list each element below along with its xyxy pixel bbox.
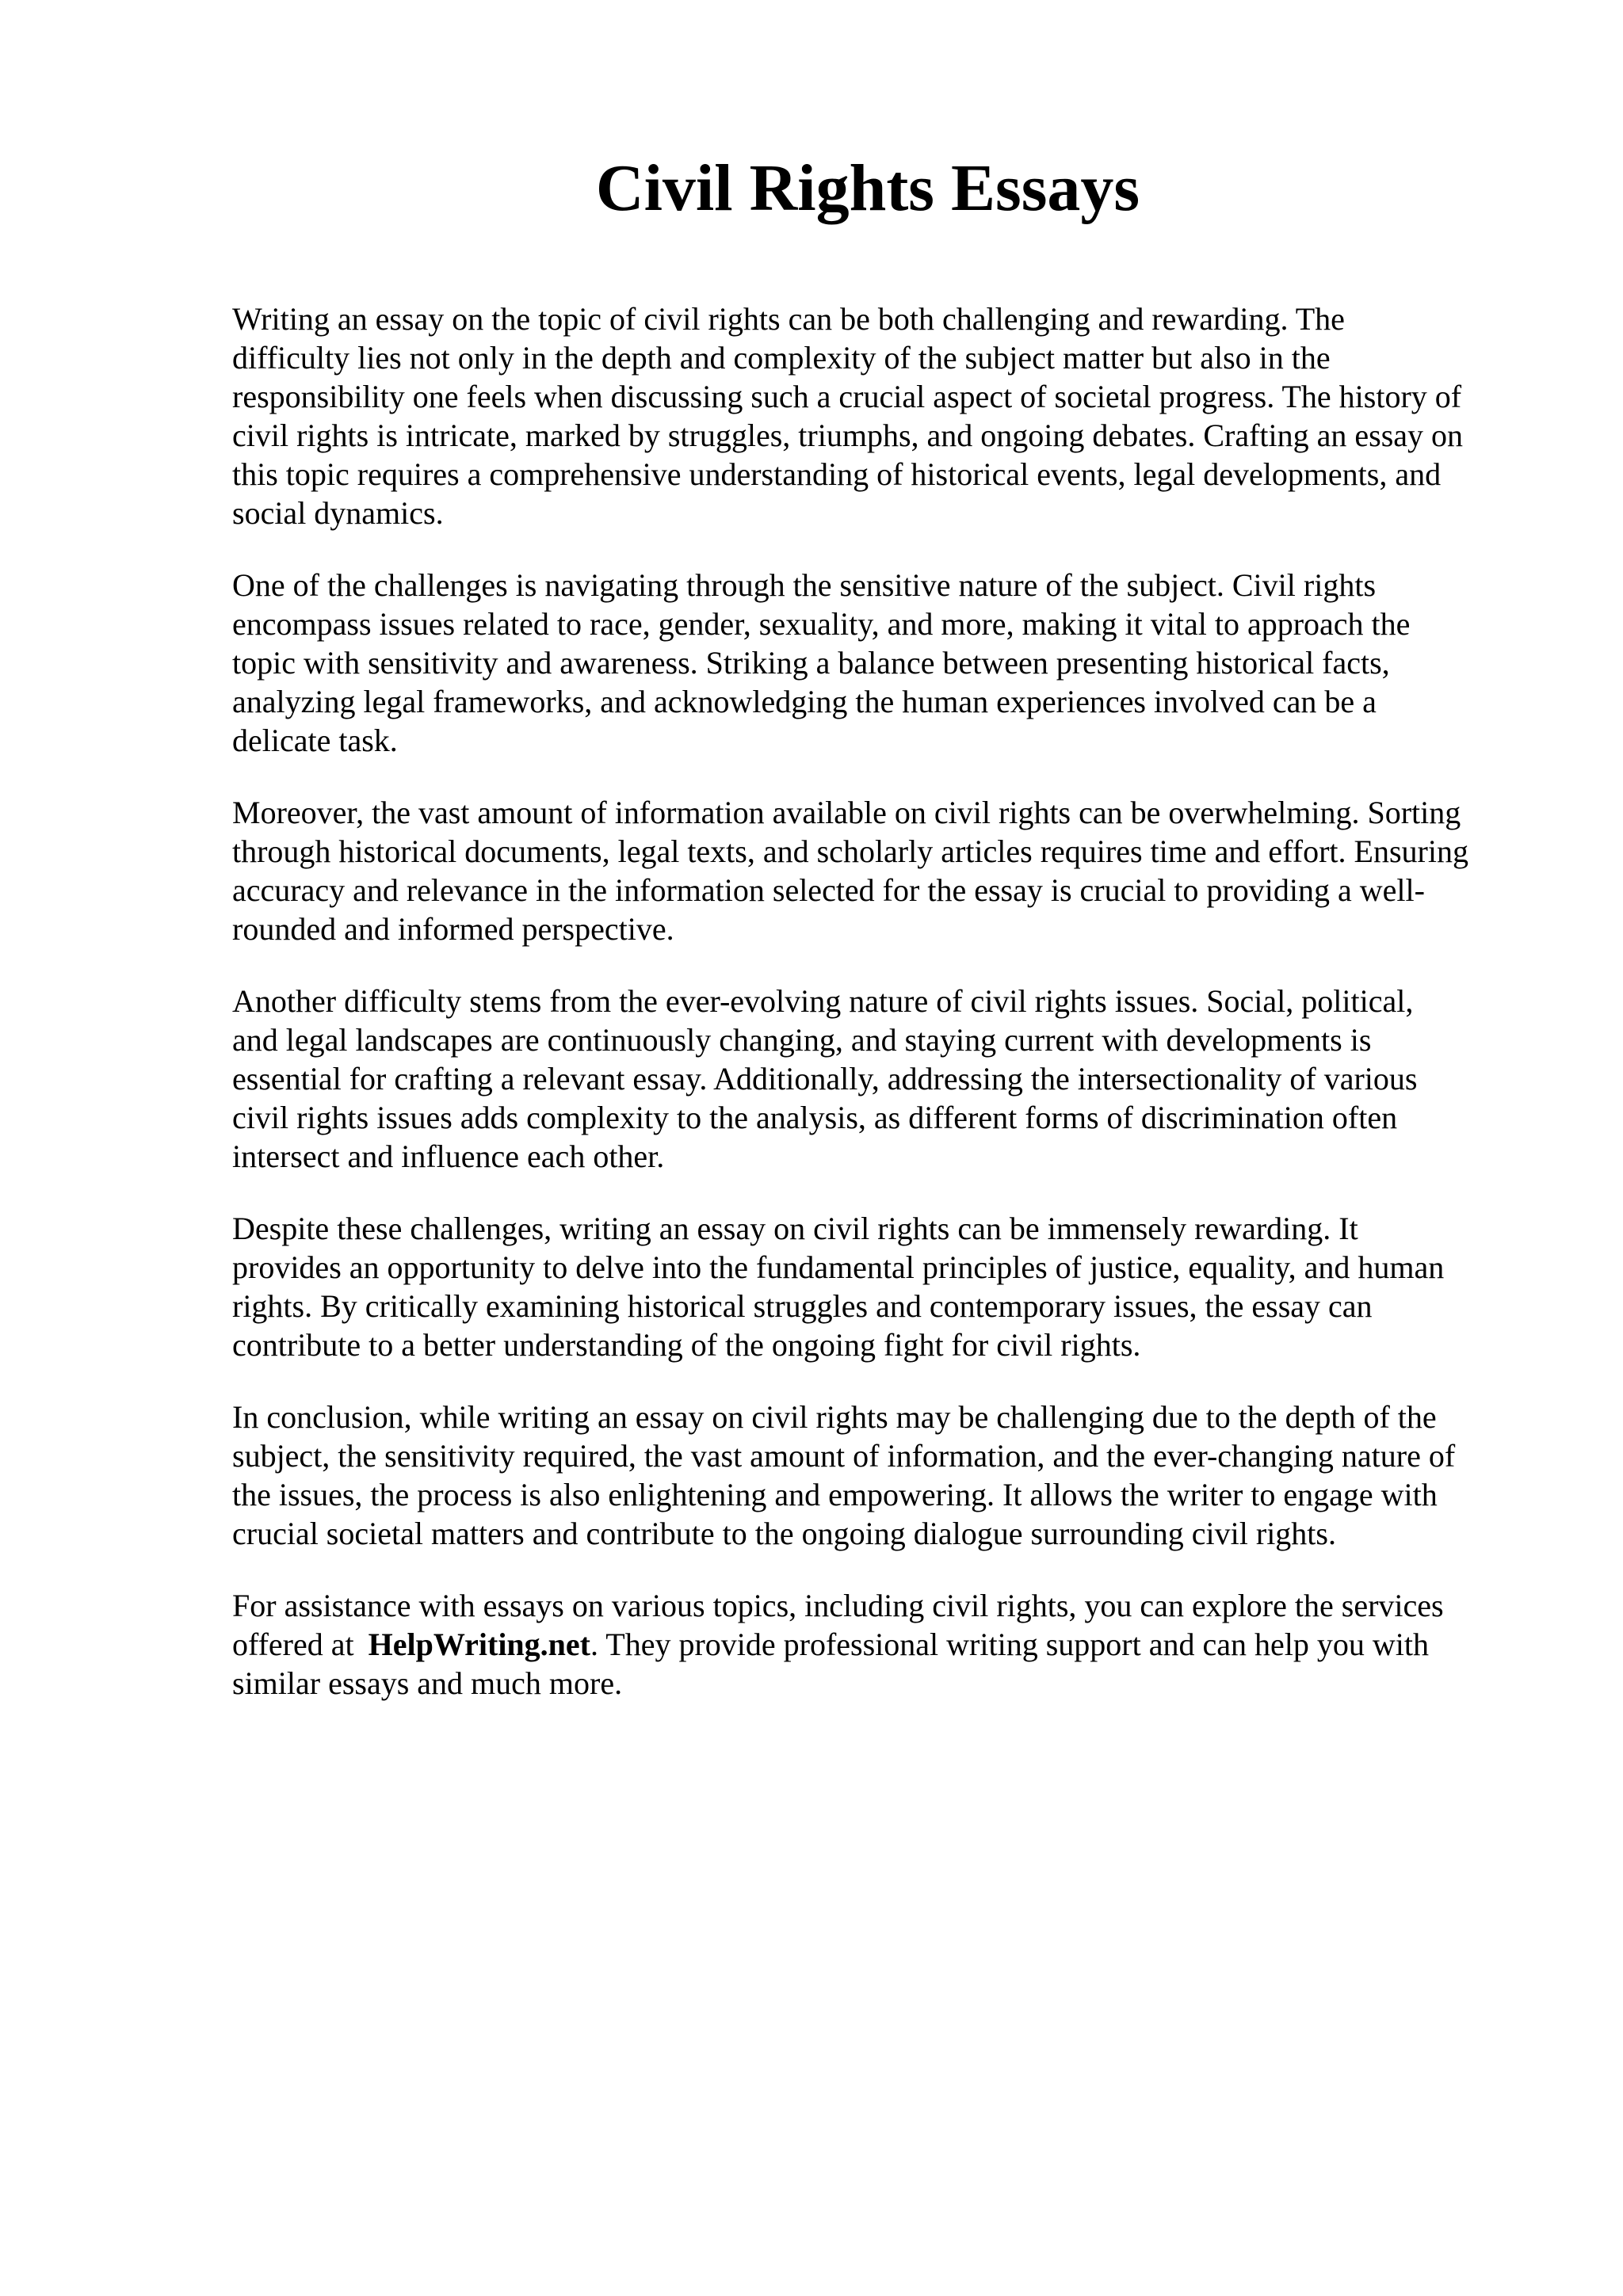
paragraph-3	[232, 793, 1532, 948]
paragraph-line: subject, the sensitivity required, the vast amount of information, and the ever-changing nature of	[232, 1438, 1456, 1474]
paragraph-line: the issues, the process is also enlightening and empowering. It allows the writer to engage with	[232, 1477, 1438, 1512]
paragraph-line: responsibility one feels when discussing such a crucial aspect of societal progress. The history of	[232, 379, 1462, 414]
paragraph-line: civil rights issues adds complexity to the analysis, as different forms of discrimination often	[232, 1100, 1398, 1135]
paragraph-line: through historical documents, legal texts, and scholarly articles requires time and effort. Ensuring	[232, 833, 1468, 869]
paragraph-line: difficulty lies not only in the depth and complexity of the subject matter but also in the	[232, 340, 1331, 376]
paragraph-line: Moreover, the vast amount of information available on civil rights can be overwhelming. Sorting	[232, 795, 1461, 830]
paragraph-line: Another difficulty stems from the ever-evolving nature of civil rights issues. Social, political,	[232, 983, 1414, 1019]
paragraph-6	[232, 1398, 1532, 1553]
paragraph-line: delicate task.	[232, 723, 398, 758]
paragraph-line: For assistance with essays on various topics, including civil rights, you can explore the services	[232, 1588, 1444, 1623]
paragraph-line: this topic requires a comprehensive understanding of historical events, legal developments, and	[232, 456, 1442, 492]
paragraph-1	[232, 299, 1532, 532]
paragraph-line: crucial societal matters and contribute to the ongoing dialogue surrounding civil rights.	[232, 1516, 1336, 1551]
closing-text-after-link: . They provide professional writing support and can help you with	[590, 1627, 1429, 1662]
paragraph-4	[232, 982, 1532, 1176]
paragraph-line: and legal landscapes are continuously changing, and staying current with developments is	[232, 1022, 1372, 1058]
paragraph-line: similar essays and much more.	[232, 1665, 623, 1701]
paragraph-line: In conclusion, while writing an essay on civil rights may be challenging due to the depth of the	[232, 1399, 1437, 1435]
paragraph-line: civil rights is intricate, marked by struggles, triumphs, and ongoing debates. Crafting an essay on	[232, 418, 1464, 453]
paragraph-line: encompass issues related to race, gender, sexuality, and more, making it vital to approach the	[232, 606, 1411, 642]
paragraph-line: essential for crafting a relevant essay. Additionally, addressing the intersectionality of various	[232, 1061, 1418, 1097]
paragraph-line: intersect and influence each other.	[232, 1138, 665, 1174]
helpwriting-link[interactable]: HelpWriting.net	[368, 1627, 590, 1662]
paragraph-line: One of the challenges is navigating through the sensitive nature of the subject. Civil rights	[232, 567, 1377, 603]
paragraph-line: provides an opportunity to delve into the fundamental principles of justice, equality, and human	[232, 1249, 1445, 1285]
paragraph-line: contribute to a better understanding of the ongoing fight for civil rights.	[232, 1327, 1141, 1363]
paragraph-line-with-link	[232, 1625, 1532, 1664]
paragraph-line: rights. By critically examining historical struggles and contemporary issues, the essay can	[232, 1288, 1373, 1324]
closing-paragraph	[232, 1586, 1532, 1703]
paragraph-line: Despite these challenges, writing an essay on civil rights can be immensely rewarding. It	[232, 1211, 1358, 1246]
document-title: Civil Rights Essays	[595, 151, 1140, 225]
paragraph-line: analyzing legal frameworks, and acknowledging the human experiences involved can be a	[232, 684, 1377, 719]
paragraph-5	[232, 1209, 1532, 1364]
paragraph-line: rounded and informed perspective.	[232, 911, 674, 947]
paragraph-line: social dynamics.	[232, 495, 444, 531]
document-body	[232, 299, 1532, 1736]
paragraph-line: topic with sensitivity and awareness. Striking a balance between presenting historical facts,	[232, 645, 1390, 681]
closing-text-before-link: offered at	[232, 1627, 354, 1662]
paragraph-line: accuracy and relevance in the information selected for the essay is crucial to providing a well-	[232, 872, 1425, 908]
paragraph-line: Writing an essay on the topic of civil rights can be both challenging and rewarding. The	[232, 301, 1345, 337]
paragraph-2	[232, 566, 1532, 760]
